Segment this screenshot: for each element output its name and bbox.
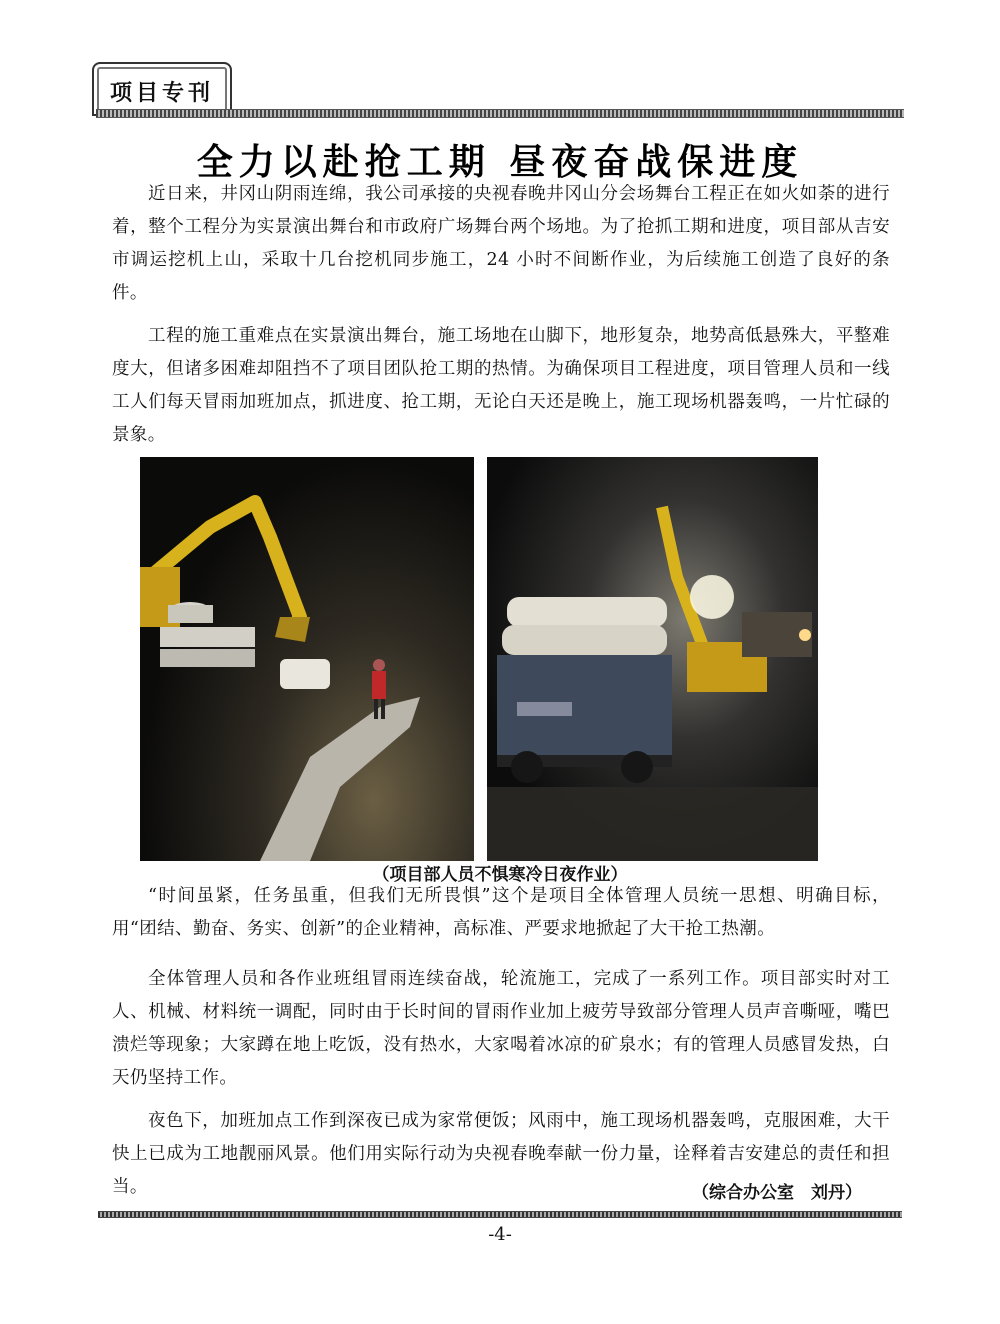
author-signature: （综合办公室 刘丹）: [692, 1183, 862, 1203]
header-rule: [96, 109, 904, 118]
article-title: 全力以赴抢工期 昼夜奋战保进度: [196, 141, 804, 183]
paragraph-2: 工程的施工重难点在实景演出舞台，施工场地在山脚下，地形复杂，地势高低悬殊大，平整难度大，但诸多困难却阻挡不了项目团队抢工期的热情。为确保项目工程进度，项目管理人员和一线工人们每天冒雨加班加点，抓进度、抢工期，无论白天还是晚上，施工现场机器轰鸣，一片忙碌的景象。: [112, 326, 890, 445]
section-tab: [92, 62, 232, 116]
section-tab-label: 项目专刊: [109, 81, 214, 106]
page-number: -4-: [488, 1224, 512, 1245]
footer-rule: [98, 1211, 902, 1218]
photo-truck-night: [487, 457, 818, 861]
paragraph-4: 全体管理人员和各作业班组冒雨连续奋战，轮流施工，完成了一系列工作。项目部实时对工人、机械、材料统一调配，同时由于长时间的冒雨作业加上疲劳导致部分管理人员声音嘶哑，嘴巴溃烂等现象；大家蹲在地上吃饭，没有热水，大家喝着冰凉的矿泉水；有的管理人员感冒发热，白天仍坚持工作。: [112, 969, 890, 1088]
paragraph-3: “时间虽紧，任务虽重，但我们无所畏惧”这个是项目全体管理人员统一思想、明确目标，用“团结、勤奋、务实、创新”的企业精神，高标准、严要求地掀起了大干抢工热潮。: [112, 886, 890, 939]
photo-excavator-pipes: [140, 457, 474, 861]
paragraph-5: 夜色下，加班加点工作到深夜已成为家常便饭；风雨中，施工现场机器轰鸣，克服困难，大干快上已成为工地靓丽风景。他们用实际行动为央视春晚奉献一份力量，诠释着吉安建总的责任和担当。: [112, 1111, 890, 1197]
photo-caption: （项目部人员不惧寒冷日夜作业）: [372, 865, 628, 885]
paragraph-1: 近日来，井冈山阴雨连绵，我公司承接的央视春晚井冈山分会场舞台工程正在如火如荼的进行着，整个工程分为实景演出舞台和市政府广场舞台两个场地。为了抢抓工期和进度，项目部从吉安市调运挖机上山，采取十几台挖机同步施工，24 小时不间断作业，为后续施工创造了良好的条件。: [112, 184, 890, 303]
